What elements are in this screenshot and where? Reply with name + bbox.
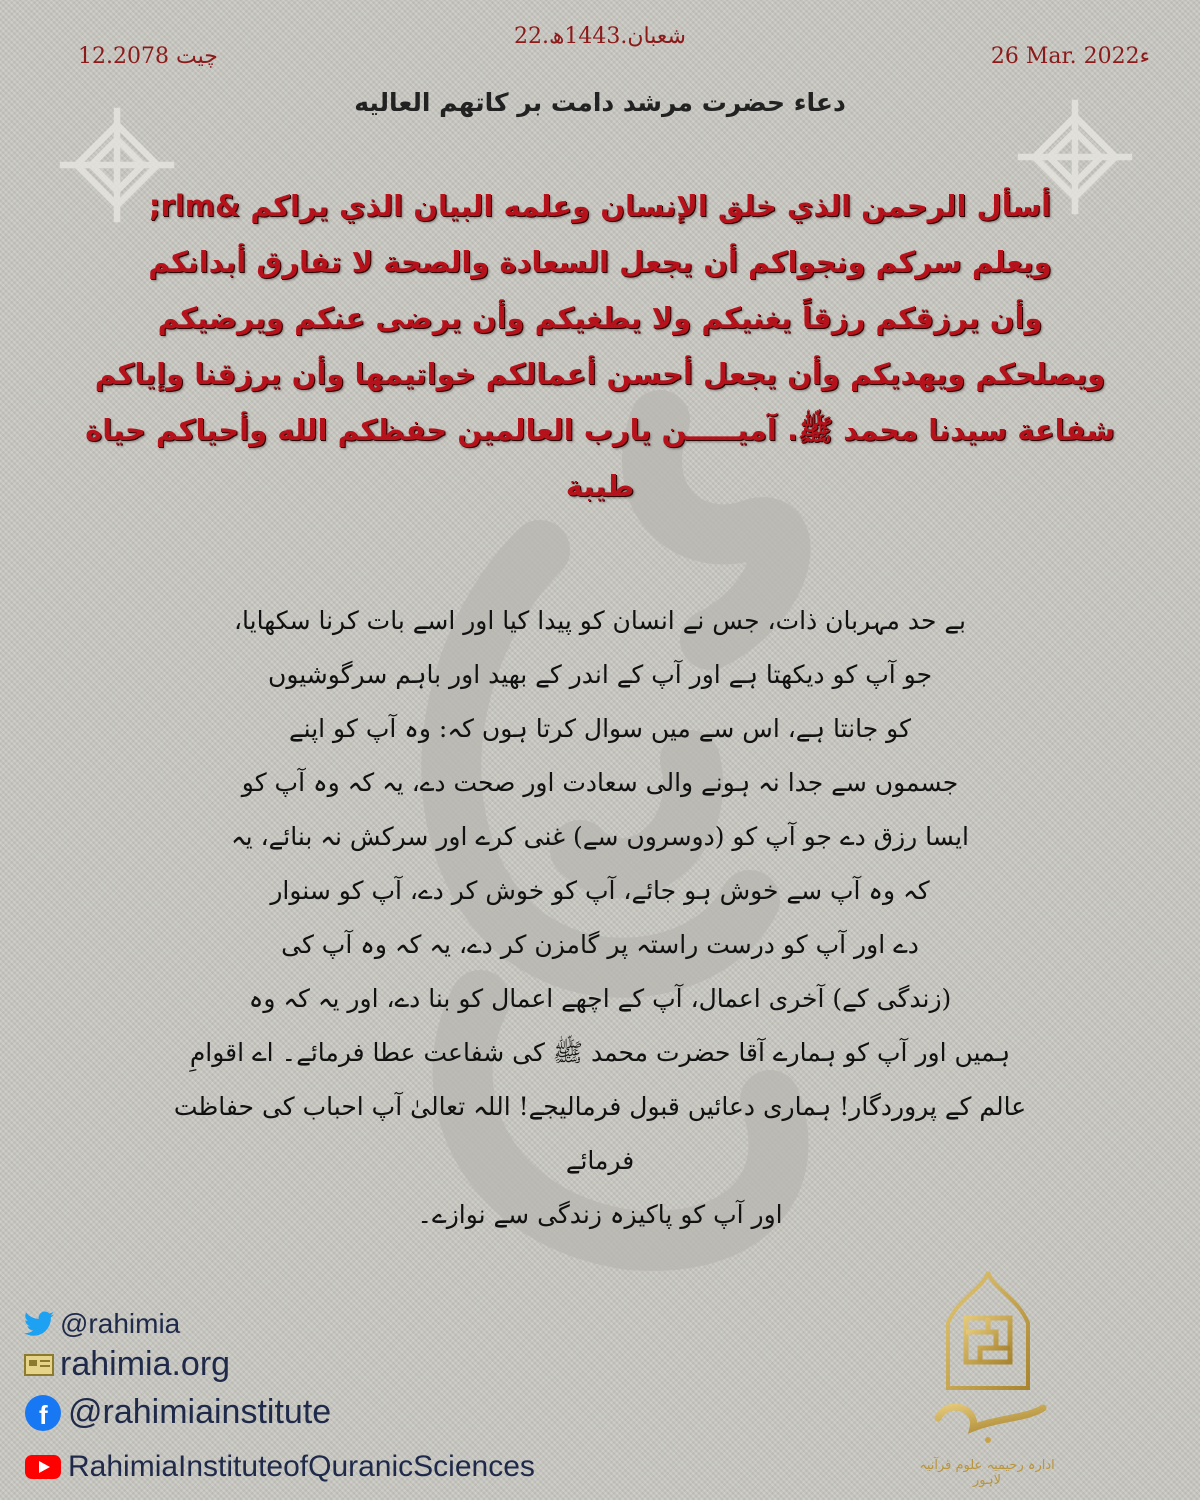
urdu-line: ہمیں اور آپ کو ہمارے آقا حضرت محمد ﷺ کی شفاعت عطا فرمائے۔ اے اقوامِ [189, 1038, 1011, 1067]
urdu-line: جسموں سے جدا نہ ہونے والی سعادت اور صحت دے، یہ کہ وہ آپ کو [241, 768, 959, 797]
web-icon [24, 1352, 54, 1378]
twitter-link[interactable] [24, 1308, 180, 1340]
page-title: دعاء حضرت مرشد دامت بر کاتهم العالیه [354, 88, 846, 117]
facebook-link[interactable] [24, 1393, 331, 1432]
youtube-link[interactable] [24, 1450, 535, 1484]
urdu-translation [150, 594, 1050, 1242]
gregorian-date: 26 Mar. 2022ء [990, 44, 1150, 69]
twitter-handle: @rahimia [60, 1308, 181, 1339]
vikram-date: 12.چیت 2078 [78, 44, 218, 69]
arabic-dua-line: طيبة [565, 469, 635, 503]
youtube-channel: RahimiaInstituteofQuranicSciences [68, 1450, 535, 1483]
rahimia-logo-icon [918, 1268, 1058, 1468]
urdu-line: (زندگی کے) آخری اعمال، آپ کے اچھے اعمال کو بنا دے، اور یہ کہ وہ [248, 984, 952, 1013]
youtube-icon [24, 1453, 62, 1481]
arabic-dua-line: ويصلحكم ويهديكم وأن يجعل أحسن أعمالكم خواتيمها وأن يرزقنا وإياكم [94, 357, 1106, 391]
urdu-line: کہ وہ آپ سے خوش ہو جائے، آپ کو خوش کر دے، آپ کو سنوار [270, 876, 930, 905]
arabic-dua [70, 178, 1130, 514]
facebook-handle: @rahimiainstitute [68, 1393, 332, 1431]
twitter-icon [24, 1311, 54, 1337]
arabic-dua-line: شفاعة سيدنا محمد ﷺ. آميـــــن يارب العالمين حفظكم الله وأحياكم حياة [85, 413, 1115, 447]
facebook-icon [24, 1394, 62, 1432]
urdu-line: اور آپ کو پاکیزہ زندگی سے نوازے۔ [417, 1200, 783, 1229]
urdu-line: کو جانتا ہے، اس سے میں سوال کرتا ہوں کہ: وہ آپ کو اپنے [289, 714, 911, 743]
hijri-date: 22.شعبان.1443ھ [514, 24, 686, 49]
website-url: rahimia.org [60, 1345, 231, 1383]
urdu-line: بے حد مہربان ذات، جس نے انسان کو پیدا کیا اور اسے بات کرنا سکھایا، [233, 606, 966, 635]
urdu-line: عالم کے پروردگار! ہماری دعائیں قبول فرمالیجے! اللہ تعالیٰ آپ احباب کی حفاظت فرمائے [173, 1092, 1027, 1175]
svg-text:f: f [39, 1399, 48, 1430]
urdu-line: دے اور آپ کو درست راستہ پر گامزن کر دے، یہ کہ وہ آپ کی [281, 930, 919, 959]
urdu-line: جو آپ کو دیکھتا ہے اور آپ کے اندر کے بھید اور باہم سرگوشیوں [267, 660, 933, 689]
website-link[interactable] [24, 1345, 230, 1384]
urdu-line: ایسا رزق دے جو آپ کو (دوسروں سے) غنی کرے اور سرکش نہ بنائے، یہ [231, 822, 969, 851]
logo-caption: ادارہ رحیمیہ علوم قرآنیہ لاہور [919, 1458, 1055, 1488]
arabic-dua-line: أسأل الرحمن الذي خلق الإنسان وعلمه البيان الذي يراكم &rlm; [148, 189, 1052, 223]
arabic-dua-line: ويعلم سركم ونجواكم أن يجعل السعادة والصحة لا تفارق أبدانكم [148, 245, 1052, 279]
arabic-dua-line: وأن يرزقكم رزقاً يغنيكم ولا يطغيكم وأن يرضى عنكم ويرضيكم [157, 301, 1043, 335]
